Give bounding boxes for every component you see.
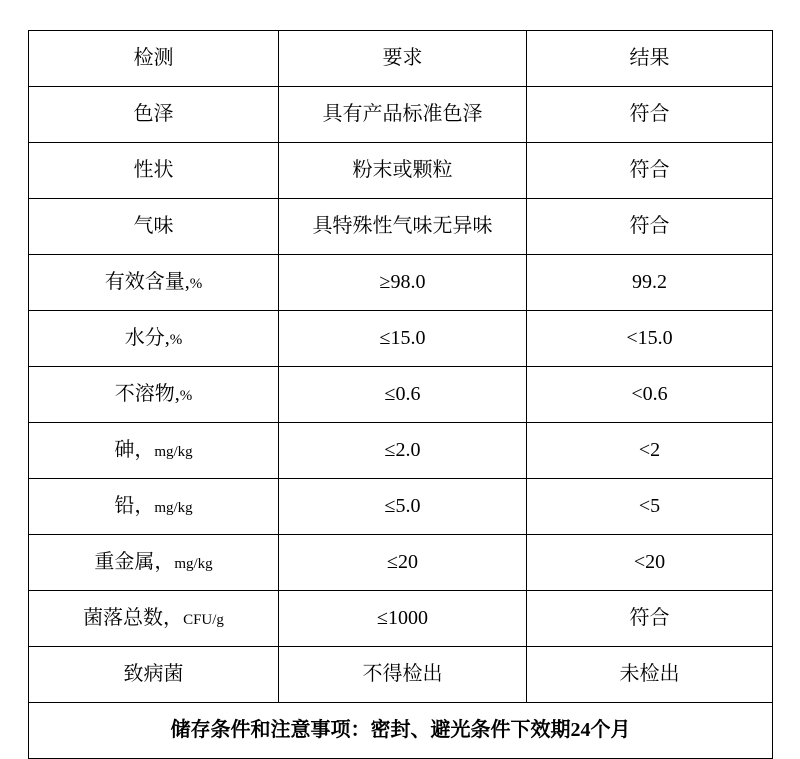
item-unit: % — [179, 388, 193, 404]
cell-result: 符合 — [527, 199, 773, 255]
cell-requirement: ≤0.6 — [279, 367, 527, 423]
item-unit: CFU/g — [183, 612, 224, 628]
cell-item — [29, 479, 279, 535]
cell-result: 99.2 — [527, 255, 773, 311]
cell-requirement: ≥98.0 — [279, 255, 527, 311]
cell-result: <20 — [527, 535, 773, 591]
item-label: 砷， — [114, 439, 155, 461]
item-label: 铅， — [114, 495, 155, 517]
item-label: 水分, — [124, 327, 170, 349]
cell-result: <15.0 — [527, 311, 773, 367]
cell-item — [29, 647, 279, 703]
item-label: 性状 — [133, 159, 174, 181]
table-header-row — [29, 31, 773, 87]
cell-result: <5 — [527, 479, 773, 535]
column-header-requirement: 要求 — [279, 31, 527, 87]
item-label: 气味 — [133, 215, 174, 237]
cell-result: <0.6 — [527, 367, 773, 423]
cell-item — [29, 423, 279, 479]
storage-note-row — [29, 703, 773, 759]
column-header-result: 结果 — [527, 31, 773, 87]
table-row — [29, 591, 773, 647]
cell-requirement: ≤15.0 — [279, 311, 527, 367]
cell-item — [29, 255, 279, 311]
item-label: 重金属， — [94, 551, 175, 573]
cell-result: <2 — [527, 423, 773, 479]
item-label: 有效含量, — [104, 271, 190, 293]
item-unit: mg/kg — [174, 556, 213, 572]
cell-requirement: ≤1000 — [279, 591, 527, 647]
cell-requirement: ≤2.0 — [279, 423, 527, 479]
cell-result: 符合 — [527, 591, 773, 647]
cell-requirement: 具有产品标准色泽 — [279, 87, 527, 143]
table-row — [29, 479, 773, 535]
cell-result: 符合 — [527, 87, 773, 143]
cell-item — [29, 143, 279, 199]
item-unit: % — [169, 332, 183, 348]
item-label: 致病菌 — [123, 663, 184, 685]
storage-note: 储存条件和注意事项：密封、避光条件下效期24个月 — [29, 703, 773, 759]
table-row — [29, 87, 773, 143]
cell-item — [29, 87, 279, 143]
cell-requirement: 粉末或颗粒 — [279, 143, 527, 199]
table-row — [29, 311, 773, 367]
spec-table-container — [28, 30, 772, 759]
cell-item — [29, 591, 279, 647]
table-row — [29, 367, 773, 423]
cell-requirement: 不得检出 — [279, 647, 527, 703]
column-header-item: 检测 — [29, 31, 279, 87]
item-label: 色泽 — [133, 103, 174, 125]
cell-result: 未检出 — [527, 647, 773, 703]
cell-item — [29, 367, 279, 423]
table-row — [29, 423, 773, 479]
table-row — [29, 143, 773, 199]
table-row — [29, 535, 773, 591]
cell-requirement: ≤5.0 — [279, 479, 527, 535]
cell-item — [29, 311, 279, 367]
cell-result: 符合 — [527, 143, 773, 199]
cell-requirement: 具特殊性气味无异味 — [279, 199, 527, 255]
table-row — [29, 255, 773, 311]
cell-item — [29, 535, 279, 591]
item-label: 不溶物, — [114, 383, 180, 405]
item-unit: mg/kg — [154, 444, 193, 460]
item-label: 菌落总数， — [83, 607, 184, 629]
item-unit: mg/kg — [154, 500, 193, 516]
cell-requirement: ≤20 — [279, 535, 527, 591]
table-row — [29, 647, 773, 703]
item-unit: % — [189, 276, 203, 292]
table-row — [29, 199, 773, 255]
cell-item — [29, 199, 279, 255]
spec-table — [28, 30, 773, 759]
